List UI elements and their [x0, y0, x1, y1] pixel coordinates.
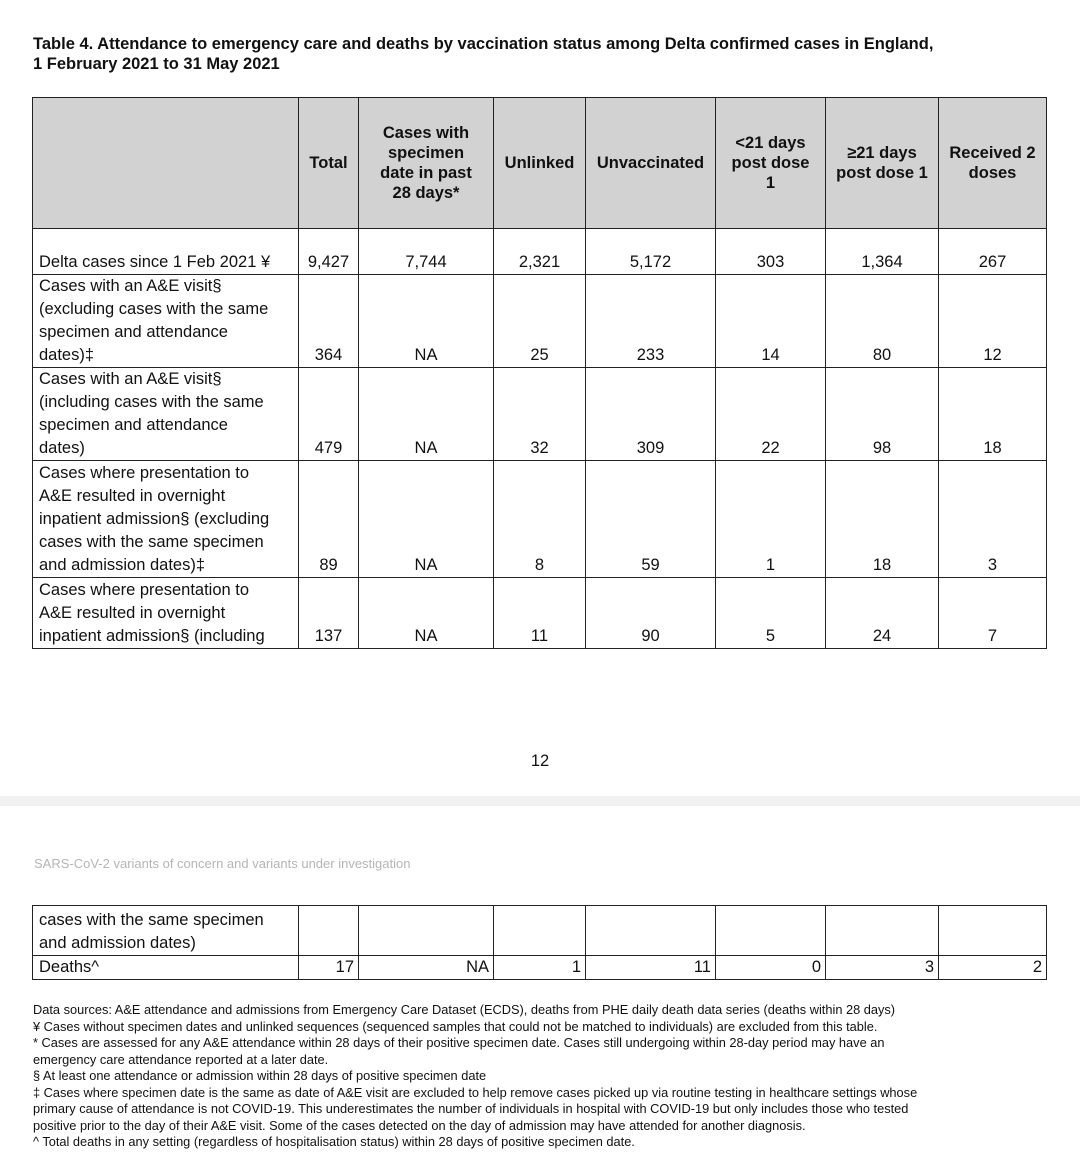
row-label: [33, 368, 299, 461]
row-label-line: Cases with an A&E visit§: [39, 277, 222, 295]
cell-empty: [826, 906, 939, 956]
page-number: 12: [530, 752, 550, 770]
row-label-line: Delta cases since 1 Feb 2021 ¥: [39, 253, 271, 271]
table-header-row: [33, 98, 1047, 229]
cell-unvaccinated: 5,172: [586, 229, 716, 275]
header-total: Total: [299, 98, 359, 229]
cell-unvaccinated: 11: [586, 956, 716, 980]
footnote-line: primary cause of attendance is not COVID-19. This underestimates the number of individuals in hospital with COVID-19 but only includes those who tested: [33, 1101, 909, 1116]
cell-lt21: 14: [716, 275, 826, 368]
cell-lt21: 5: [716, 578, 826, 649]
cell-lt21: 1: [716, 461, 826, 578]
cell-empty: [586, 906, 716, 956]
cell-total: 89: [299, 461, 359, 578]
cell-unvaccinated: 90: [586, 578, 716, 649]
header-two-doses: [939, 98, 1047, 229]
cell-specimen: NA: [359, 275, 494, 368]
footnote-line: emergency care attendance reported at a later date.: [33, 1051, 329, 1067]
footnote-line: ‡ Cases where specimen date is the same as date of A&E visit are excluded to help remove cases picked up via routine testing in healthcare settings whose: [33, 1084, 918, 1100]
cell-lt21: 0: [716, 956, 826, 980]
row-label: [33, 461, 299, 578]
cell-specimen: 7,744: [359, 229, 494, 275]
footnote-line: * Cases are assessed for any A&E attendance within 28 days of their positive specimen date. Cases still undergoing within 28-day period may have an: [33, 1035, 885, 1050]
page-13: [0, 806, 1080, 1167]
row-label-line: (excluding cases with the same: [39, 300, 269, 318]
cell-unlinked: 2,321: [494, 229, 586, 275]
cell-unlinked: 25: [494, 275, 586, 368]
cell-ge21: 3: [826, 956, 939, 980]
cell-ge21: 24: [826, 578, 939, 649]
cell-unvaccinated: 59: [586, 461, 716, 578]
row-label-line: cases with the same specimen: [39, 911, 264, 929]
table-title-line-1: Table 4. Attendance to emergency care and deaths by vaccination status among Delta confirmed cases in England,: [33, 35, 934, 53]
cell-ge21: 98: [826, 368, 939, 461]
attendance-table: [32, 97, 1047, 649]
cell-unvaccinated: 309: [586, 368, 716, 461]
cell-two-doses: 7: [939, 578, 1047, 649]
row-label-line: and admission dates): [39, 934, 196, 952]
row-label: [33, 275, 299, 368]
footnote-line: positive prior to the day of their A&E visit. Some of the cases detected on the day of admission may have attended for another diagnosis.: [33, 1117, 806, 1133]
row-label-line: A&E resulted in overnight: [39, 604, 226, 622]
header-lt21-line: post dose: [731, 154, 810, 172]
cell-unlinked: 8: [494, 461, 586, 578]
row-label-line: Cases with an A&E visit§: [39, 370, 222, 388]
cell-unlinked: 1: [494, 956, 586, 980]
cell-empty: [359, 906, 494, 956]
cell-total: 364: [299, 275, 359, 368]
cell-unlinked: 32: [494, 368, 586, 461]
footnote-line: § At least one attendance or admission within 28 days of positive specimen date: [33, 1068, 487, 1083]
row-label-line: inpatient admission§ (excluding: [39, 510, 270, 528]
table-row: [33, 578, 1047, 649]
cell-total: 479: [299, 368, 359, 461]
cell-ge21: 80: [826, 275, 939, 368]
cell-lt21: 303: [716, 229, 826, 275]
cell-unlinked: 11: [494, 578, 586, 649]
header-ge21-line: ≥21 days: [847, 144, 917, 162]
table-row: [33, 461, 1047, 578]
row-label-line: Cases where presentation to: [39, 464, 250, 482]
row-label: [33, 578, 299, 649]
header-lt21-line: 1: [765, 174, 776, 192]
row-label-line: dates): [39, 439, 85, 457]
row-label: [33, 229, 299, 275]
cell-specimen: NA: [359, 956, 494, 980]
cell-unvaccinated: 233: [586, 275, 716, 368]
header-specimen-line: date in past: [380, 164, 472, 182]
cell-empty: [716, 906, 826, 956]
cell-empty: [494, 906, 586, 956]
row-label-line: specimen and attendance: [39, 416, 228, 434]
row-label-line: Cases where presentation to: [39, 581, 250, 599]
row-label-line: specimen and attendance: [39, 323, 228, 341]
header-ge21-line: post dose 1: [836, 164, 928, 182]
cell-specimen: NA: [359, 578, 494, 649]
header-specimen-line: specimen: [387, 144, 465, 162]
footnote-line: ¥ Cases without specimen dates and unlinked sequences (sequenced samples that could not be matched to individuals) are excluded from this table.: [33, 1018, 878, 1034]
header-two-doses-line: Received 2: [949, 144, 1036, 162]
row-label-line: (including cases with the same: [39, 393, 264, 411]
table-row: [33, 368, 1047, 461]
row-label: [33, 906, 299, 956]
row-label-line: dates)‡: [39, 346, 95, 364]
cell-specimen: NA: [359, 461, 494, 578]
cell-empty: [939, 906, 1047, 956]
cell-two-doses: 12: [939, 275, 1047, 368]
cell-two-doses: 3: [939, 461, 1047, 578]
table-footnotes: [33, 1002, 1048, 1151]
row-label-line: cases with the same specimen: [39, 533, 264, 551]
cell-lt21: 22: [716, 368, 826, 461]
header-specimen-line: 28 days*: [392, 184, 460, 202]
row-label: Deaths^: [33, 956, 299, 980]
cell-empty: [299, 906, 359, 956]
cell-total: 9,427: [299, 229, 359, 275]
cell-ge21: 1,364: [826, 229, 939, 275]
header-unvaccinated: Unvaccinated: [586, 98, 716, 229]
cell-specimen: NA: [359, 368, 494, 461]
footnote-line: Data sources: A&E attendance and admissions from Emergency Care Dataset (ECDS), deaths from PHE daily death data series (deaths within 28 days): [33, 1002, 896, 1017]
header-two-doses-line: doses: [968, 164, 1017, 182]
header-specimen-line: Cases with: [382, 124, 470, 142]
cell-two-doses: 267: [939, 229, 1047, 275]
table-row-deaths: [33, 956, 1047, 980]
cell-total: 137: [299, 578, 359, 649]
table-title: [33, 34, 1043, 74]
cell-ge21: 18: [826, 461, 939, 578]
cell-total: 17: [299, 956, 359, 980]
table-row: [33, 275, 1047, 368]
row-label-line: inpatient admission§ (including: [39, 627, 265, 645]
running-header: SARS-CoV-2 variants of concern and variants under investigation: [34, 856, 411, 871]
row-label-line: and admission dates)‡: [39, 556, 206, 574]
header-specimen: [359, 98, 494, 229]
cell-two-doses: 2: [939, 956, 1047, 980]
header-ge21: [826, 98, 939, 229]
table-row: [33, 906, 1047, 956]
table-row: [33, 229, 1047, 275]
header-blank: [33, 98, 299, 229]
attendance-table-continued: [32, 905, 1047, 980]
header-unlinked: Unlinked: [494, 98, 586, 229]
header-lt21: [716, 98, 826, 229]
cell-two-doses: 18: [939, 368, 1047, 461]
table-title-line-2: 1 February 2021 to 31 May 2021: [33, 55, 280, 73]
header-lt21-line: <21 days: [735, 134, 806, 152]
footnote-line: ^ Total deaths in any setting (regardless of hospitalisation status) within 28 days of positive specimen date.: [33, 1134, 635, 1149]
row-label-line: A&E resulted in overnight: [39, 487, 226, 505]
page-gap: [0, 796, 1080, 806]
